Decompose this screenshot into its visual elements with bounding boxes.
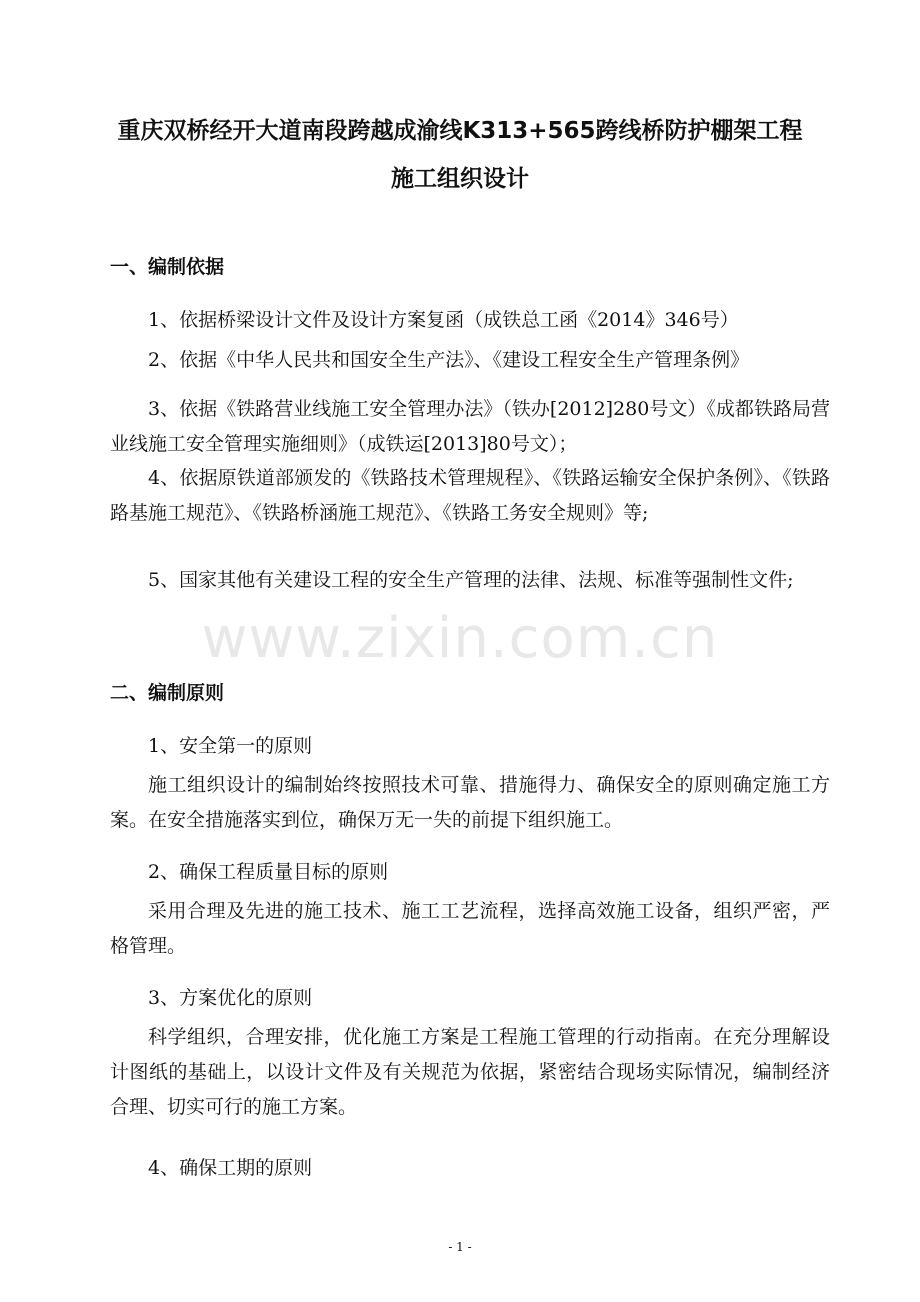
principle-1-title: 1、安全第一的原则	[148, 735, 313, 757]
principle-4-title: 4、确保工期的原则	[148, 1157, 313, 1179]
section2-heading: 二、编制原则	[110, 682, 225, 704]
basis-item-5: 5、国家其他有关建设工程的安全生产管理的法律、法规、标准等强制性文件;	[148, 569, 794, 591]
section1-heading: 一、编制依据	[110, 256, 225, 278]
page-number: - 1 -	[448, 1240, 472, 1254]
basis-item-1: 1、依据桥梁设计文件及设计方案复函（成铁总工函《2014》346号）	[148, 309, 739, 331]
watermark: www.zixin.com.cn	[201, 606, 719, 671]
document-title-line2: 施工组织设计	[391, 166, 529, 192]
basis-item-2: 2、依据《中华人民共和国安全生产法》、《建设工程安全生产管理条例》	[148, 349, 750, 371]
basis-item-3: 3、依据《铁路营业线施工安全管理办法》（铁办[2012]280号文）《成都铁路局营业线施工安全管理实施细则》（成铁运[2013]80号文）；	[110, 398, 830, 455]
principle-1-body: 施工组织设计的编制始终按照技术可靠、措施得力、确保安全的原则确定施工方案。在安全措施落实到位，确保万无一失的前提下组织施工。	[110, 774, 830, 831]
document-title-line1: 重庆双桥经开大道南段跨越成渝线K313+565跨线桥防护棚架工程	[117, 118, 803, 144]
principle-3-body: 科学组织，合理安排，优化施工方案是工程施工管理的行动指南。在充分理解设计图纸的基础上，以设计文件及有关规范为依据，紧密结合现场实际情况，编制经济合理、切实可行的施工方案。	[110, 1026, 830, 1118]
basis-item-4: 4、依据原铁道部颁发的《铁路技术管理规程》、《铁路运输安全保护条例》、《铁路路基施工规范》、《铁路桥涵施工规范》、《铁路工务安全规则》等;	[110, 467, 830, 524]
principle-2-title: 2、确保工程质量目标的原则	[148, 861, 389, 883]
principle-2-body: 采用合理及先进的施工技术、施工工艺流程，选择高效施工设备，组织严密，严格管理。	[110, 900, 830, 957]
principle-3-title: 3、方案优化的原则	[148, 987, 313, 1009]
